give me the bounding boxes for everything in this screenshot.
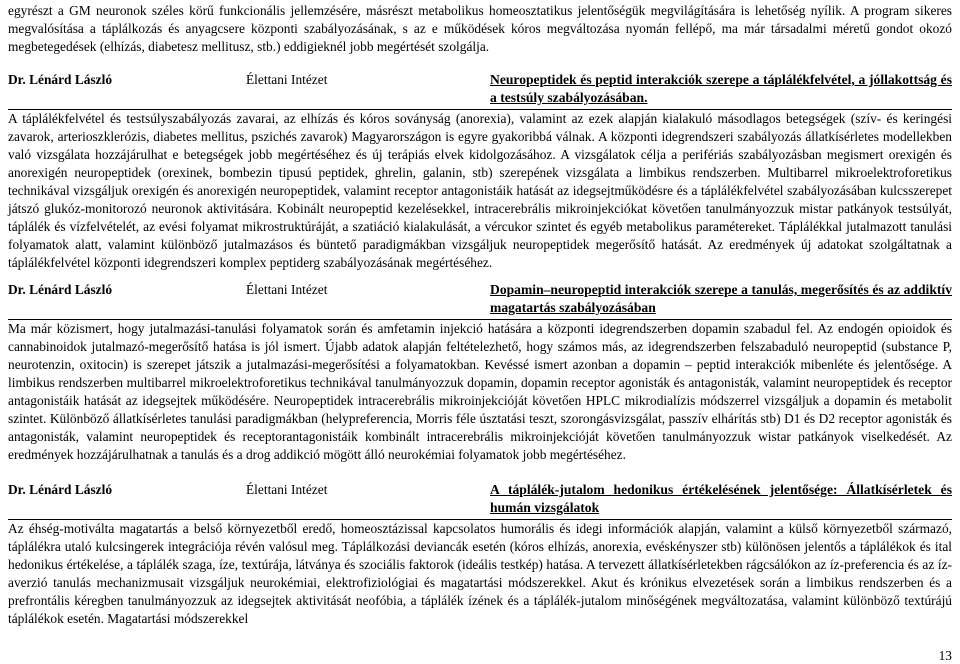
section-title: A táplálék-jutalom hedonikus értékelésének jelentősége: Állatkísérletek és humán vizsgálatok bbox=[490, 482, 952, 515]
section-header bbox=[8, 71, 952, 110]
section-title: Neuropeptidek és peptid interakciók szerepe a táplálékfelvétel, a jóllakottság és a testsúly szabályozásában. bbox=[490, 72, 952, 105]
section-body: Ma már közismert, hogy jutalmazási-tanulási folyamatok során és amfetamin injekció hatására a központi idegrendszerben dopamin szabadul fel. Az endogén opioidok és cannabinoidok jutalmazó-megerősítő hatása is jól ismert. Újabb adatok alapján feltételezhető, hogy számos más, az idegrendszerben felszabaduló neuropeptid (substance P, neurotenzin, oxitocin) is szerepet játszik a jutalmazási-megerősítési a folyamatokban. Kevéssé ismert azonban a dopamin – peptid interakciók mibenléte és jelentősége. A limbikus rendszerben multibarrel mikroelektroforetikus technikával tanulmányozzuk dopamin, dopamin receptor agonisták és antagonisták, valamint neuropeptidek és receptor antagonistáik hatását az idegsejtek működésére. Neuropeptidek intracerebrális mikroinjekcióját követően HPLC mikrodialízis módszerrel vizsgáljuk a dopamin és metabolit szintet. Különböző állatkísérletes tanulási paradigmákban (helypreferencia, Morris féle úsztatási teszt, szorongásvizsgálat, passzív elhárítás stb) D1 és D2 receptor agonisták és antagonisták, valamint neuropeptidek és receptorantagonistáik kombinált intracerebrális mikroinjekcióját követően tanulmányozzuk wistar patkányok viselkedését. Az eredmények hozzájárulhatnak a tanulás és a drog addikció mögött álló neurokémiai folyamatok jobb megértéséhez. bbox=[8, 321, 952, 462]
author-name: Dr. Lénárd László bbox=[8, 72, 113, 87]
research-section-1 bbox=[8, 71, 952, 272]
organization: Élettani Intézet bbox=[246, 282, 328, 297]
section-body: A táplálékfelvétel és testsúlyszabályozás zavarai, az elhízás és kóros soványság (anorexia), valamint az ezek alapján kialakuló másodlagos betegségek (szív- és keringési zavarok, arterioszklerózis, diabetes mellitus, pszichés zavarok) Magyarországon is egyre gyakoribbá válnak. A központi idegrendszeri szabályozás állatkísérletes modellekben való vizsgálata hozzájárulhat e betegségek jobb megértéséhez és új terápiás elvek kidolgozásához. A vizsgálatok célja a perifériás szabályozásban megismert orexigén és anorexigén neuropeptidek (orexinek, bombezin tipusú peptidek, ghrelin, galanin, stb) szerepének vizsgálata a limbikus rendszerben. Multibarrel mikroelektroforetikus technikával vizsgáljuk orexigén és anorexigén neuropeptidek, valamint receptor antagonistáik hatását az idegsejtműködésre és a táplálékfelvétel szabályozásában kulcsszerepet játszó glukóz-monitorozó neuronok aktivitására. Kobinált neuropeptid kezelésekkel, intracerebrális mikroinjekciókat követően tanulmányozzuk mistar patkányok testsúlyát, táplálék és vízfelvételét, az evési folyamat mikrostruktúráját, a szatiáció kialakulását, a vércukor szintet és egyéb metabolikus paramétereket. Táplálékkal jutalmazott tanulási folyamatok alatt, valamint különböző jutalmazásos és büntető paradigmákban vizsgáljuk neuropeptidek megerősítő hatását. Az eredmények új adatokat szolgáltatnak a táplálékfelvétel központi idegrendszeri komplex peptiderg szabályozásának megértéséhez. bbox=[8, 111, 952, 270]
author-name: Dr. Lénárd László bbox=[8, 482, 113, 497]
author-name: Dr. Lénárd László bbox=[8, 282, 113, 297]
research-section-2 bbox=[8, 281, 952, 464]
section-header bbox=[8, 481, 952, 520]
section-body: Az éhség-motiválta magatartás a belső környezetből eredő, homeosztázissal kapcsolatos humorális és idegi információk alapján, valamint a külső környezetből származó, táplálékra utaló kulcsingerek integrációja révén valósul meg. Táplálkozási deviancák esetén (kóros elhízás, anorexia, evéskényszer stb) különösen jelentős a táplálékok és ital hedonikus értékelése, a táplálék szaga, íze, textúrája, látványa és szociális faktorok (ideális testkép) hatása. A tervezett állatkísérletekben rágcsálókon az íz-preferencia és az íz-averzió tanulás mechanizmusait vizsgáljuk neurokémiai, elektrofiziológiai és magatartási módszerekkel. Akut és krónikus elvezetések során a limbikus rendszerben és a prefrontális kéregben tanulmányozzuk az idegsejtek aktivitását neofóbia, a táplálék ízének és a táplálék-jutalom minőségének megváltozatása, valamint különböző textúrájú táplálékok esetén. Magatartási módszerekkel bbox=[8, 521, 952, 626]
research-section-3 bbox=[8, 481, 952, 628]
organization: Élettani Intézet bbox=[246, 72, 328, 87]
section-title: Dopamin–neuropeptid interakciók szerepe a tanulás, megerősítés és az addiktív magatartás szabályozásában bbox=[490, 282, 952, 315]
organization: Élettani Intézet bbox=[246, 482, 328, 497]
section-header bbox=[8, 281, 952, 320]
intro-paragraph: egyrészt a GM neuronok széles körű funkcionális jellemzésére, másrészt metabolikus homeosztatikus jelentőségük megvilágítására is lehetőség nyílik. A program sikeres megvalósítása a táplálkozás és anyagcsere központi szabályozásának, s az e működések kóros megváltozása nyomán fellépő, ma már társadalmi méretű gondot okozó megbetegedések (elhízás, diabetesz mellitusz, stb.) eddigieknél jobb megértését szolgálja. bbox=[8, 3, 952, 54]
page-number: 13 bbox=[938, 648, 952, 663]
